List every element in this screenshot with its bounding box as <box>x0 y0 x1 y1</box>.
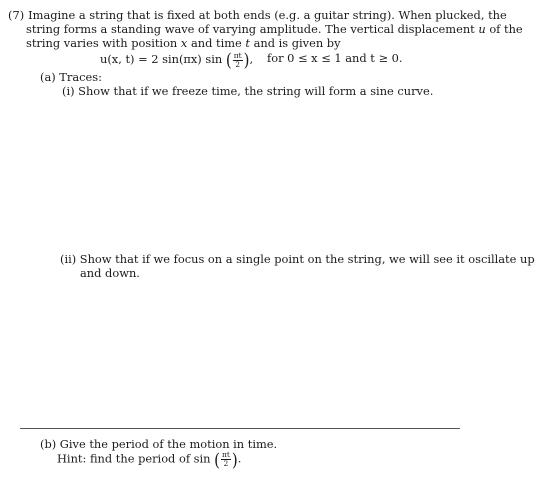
part-a-i: (i) Show that if we freeze time, the string will form a sine curve. <box>62 84 434 98</box>
equation-fraction: $\frac{\pi t}{2}$ <box>233 50 242 69</box>
intro-line-1: (7) Imagine a string that is fixed at both ends (e.g. a guitar string). When plucked, the <box>8 8 507 22</box>
problem-intro <box>8 8 523 50</box>
equation-condition: for 0 ≤ x ≤ 1 and t ≥ 0. <box>267 51 403 65</box>
intro-line-3: string varies with position x and time t and is given by <box>26 36 341 50</box>
part-a-ii-line-2: and down. <box>80 266 140 280</box>
intro-line-2: string forms a standing wave of varying amplitude. The vertical displacement u of the <box>26 22 523 36</box>
part-a-ii-line-1: (ii) Show that if we focus on a single point on the string, we will see it oscillate up <box>60 252 535 266</box>
part-b-hint: Hint: find the period of sin ( $\frac{\pi t}{2}$ ). <box>57 448 242 471</box>
hint-fraction: $\frac{\pi t}{2}$ <box>221 450 230 468</box>
part-b-line-1: (b) Give the period of the motion in time. <box>40 437 278 451</box>
problem-number: (7) <box>8 8 25 22</box>
section-divider <box>20 428 460 429</box>
part-a-label: (a) Traces: <box>40 70 102 84</box>
displacement-equation: u(x, t) = 2 sin(πx) sin ( $\frac{\pi t}{2}$ ), <box>100 49 254 71</box>
